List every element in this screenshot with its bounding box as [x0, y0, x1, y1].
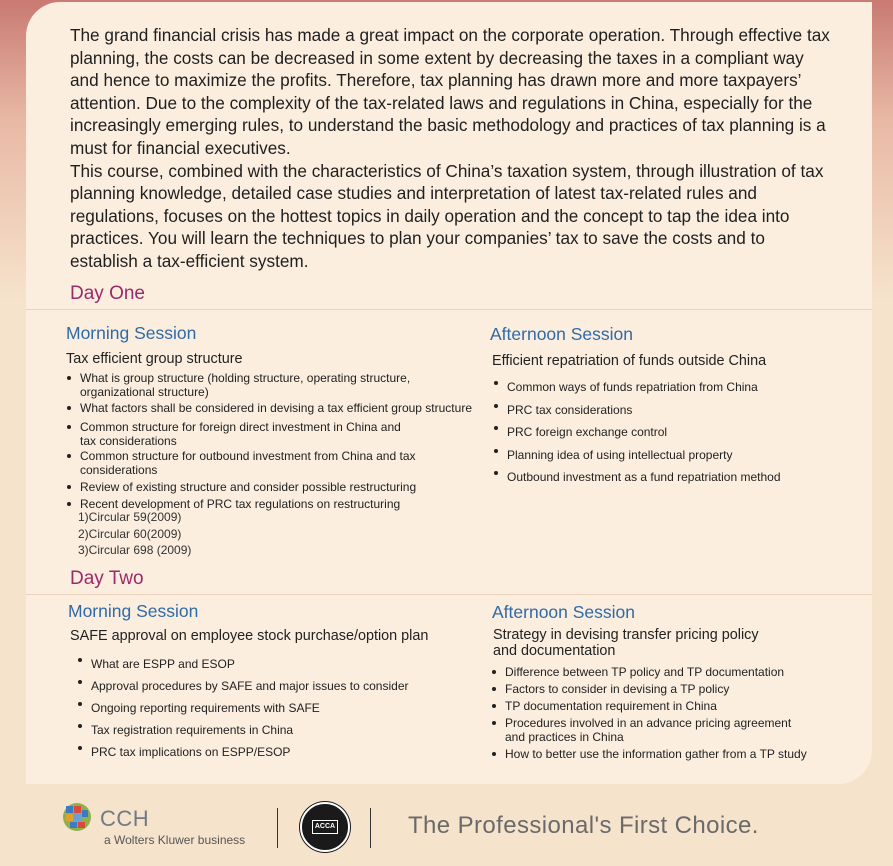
list-item: PRC tax implications on ESPP/ESOP — [77, 741, 477, 763]
footer-divider — [277, 808, 278, 848]
day-one-morning-list — [66, 371, 476, 511]
list-item: Difference between TP policy and TP documentation — [491, 665, 821, 679]
day-two-morning-title: Morning Session — [68, 601, 199, 621]
list-item: Outbound investment as a fund repatriation method — [493, 466, 853, 489]
list-item: Tax registration requirements in China — [77, 719, 477, 741]
acca-badge-icon — [300, 802, 350, 852]
list-item: Common ways of funds repatriation from China — [493, 376, 853, 399]
cch-tagline: a Wolters Kluwer business — [104, 833, 246, 847]
list-item: PRC tax considerations — [493, 399, 853, 422]
intro-paragraph-1: The grand financial crisis has made a great impact on the corporate operation. Through effective tax planning, the costs can be decreased in some extent by decreasing the taxes in a compliant way and hence to maximize the profits. Therefore, tax planning has drawn more and more taxpayers’ attention. Due to the complexity of the tax-related laws and regulations in China, especially for the increasingly emerging rules, to understand the basic methodology and practices of tax planning is a must for financial executives. — [70, 25, 830, 158]
day-one-afternoon-topic: Efficient repatriation of funds outside China — [492, 353, 767, 369]
circular-item: 2)Circular 60(2009) — [78, 526, 182, 541]
list-item: What is group structure (holding structure, operating structure, organizational structure) — [66, 371, 476, 399]
cch-globe-icon — [62, 802, 92, 832]
day-two-afternoon-list — [491, 665, 821, 761]
list-item: Recent development of PRC tax regulations on restructuring — [66, 497, 476, 511]
intro-text — [70, 24, 830, 273]
list-item: Factors to consider in devising a TP policy — [491, 682, 821, 696]
day-two-title: Day Two — [70, 568, 144, 589]
day-two-afternoon-topic — [493, 627, 759, 659]
topic-line: and documentation — [493, 643, 616, 659]
circular-item: 3)Circular 698 (2009) — [78, 543, 192, 557]
day-two-morning-list — [77, 653, 477, 763]
list-item: Review of existing structure and consider possible restructuring — [66, 480, 476, 494]
day-two-morning-topic: SAFE approval on employee stock purchase/option plan — [70, 628, 429, 644]
list-item: Common structure for foreign direct investment in China and tax considerations — [66, 420, 416, 448]
list-item: Procedures involved in an advance pricing agreement and practices in China — [491, 716, 801, 744]
day-one-afternoon-title: Afternoon Session — [490, 324, 634, 344]
day-two-afternoon-title: Afternoon Session — [492, 602, 636, 622]
day-two-divider — [26, 594, 872, 595]
list-item: Common structure for outbound investment from China and tax considerations — [66, 449, 416, 477]
intro-paragraph-2: This course, combined with the characteristics of China’s taxation system, through illustration of tax planning knowledge, detailed case studies and interpretation of latest tax-related rules and regulations, focuses on the hottest topics in daily operation and the concept to tap the idea into practices. You will learn the techniques to plan your companies’ tax to save the costs and to establish a tax-efficient system. — [70, 160, 824, 271]
list-item: TP documentation requirement in China — [491, 699, 821, 713]
day-one-title: Day One — [70, 283, 145, 304]
slogan: The Professional's First Choice. — [408, 812, 759, 839]
list-item: Approval procedures by SAFE and major issues to consider — [77, 675, 477, 697]
day-one-morning-topic: Tax efficient group structure — [66, 351, 243, 367]
acca-badge-label: ACCA — [312, 820, 338, 834]
cch-logo-text: CCH — [100, 806, 150, 831]
list-item: PRC foreign exchange control — [493, 421, 853, 444]
day-one-divider — [26, 309, 872, 310]
topic-line: Strategy in devising transfer pricing policy — [493, 627, 759, 643]
list-item: What are ESPP and ESOP — [77, 653, 477, 675]
footer-divider — [370, 808, 371, 848]
list-item: Ongoing reporting requirements with SAFE — [77, 697, 477, 719]
list-item: What factors shall be considered in devising a tax efficient group structure — [66, 401, 476, 415]
day-one-afternoon-list — [493, 376, 853, 489]
list-item: Planning idea of using intellectual property — [493, 444, 853, 467]
list-item: How to better use the information gather from a TP study — [491, 747, 821, 761]
circular-list — [78, 509, 191, 559]
footer — [0, 790, 893, 866]
circular-item: 1)Circular 59(2009) — [78, 510, 182, 524]
day-one-morning-title: Morning Session — [66, 323, 197, 343]
